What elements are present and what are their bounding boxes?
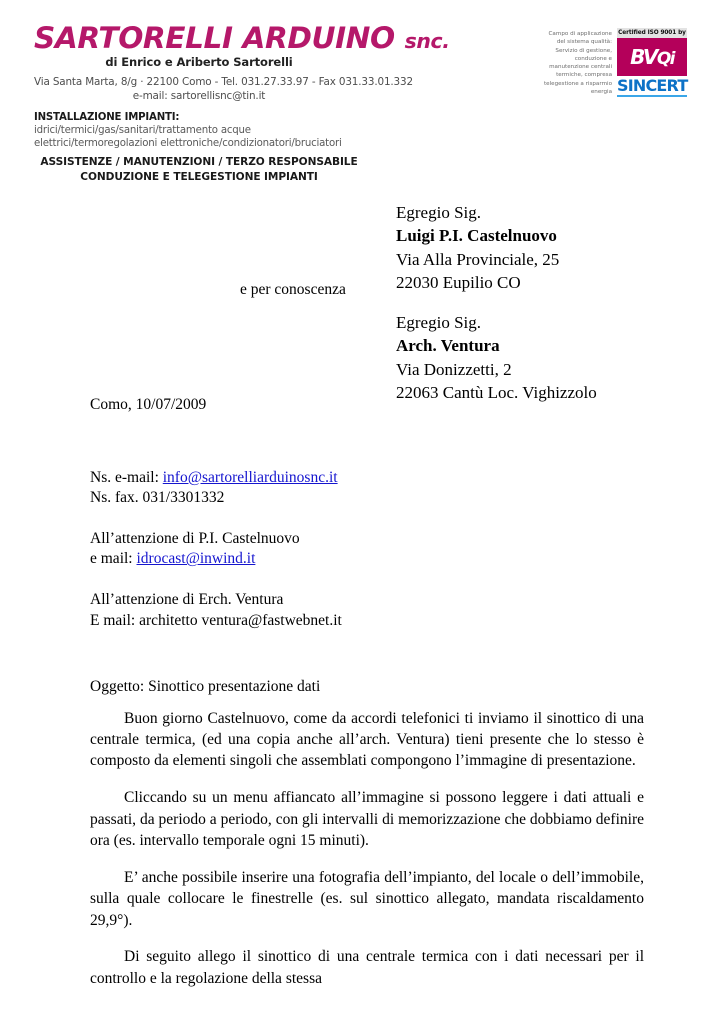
recipient-name: Luigi P.I. Castelnuovo xyxy=(396,226,557,246)
letter-meta-block xyxy=(90,395,643,698)
attention-email-line-1 xyxy=(90,549,643,570)
letterhead xyxy=(34,21,450,184)
company-services xyxy=(34,111,364,151)
spacer xyxy=(90,509,643,529)
body-paragraph: Cliccando su un menu affiancato all’immagine si possono leggere i dati attuali e passati, da periodo a periodo, con gli intervalli di memorizzazione che dobbiamo definire ora (es. intervallo temporale ogni 15 minuti). xyxy=(90,789,644,849)
certification-block xyxy=(540,28,690,97)
services-line-2: elettrici/termoregolazioni elettroniche/condizionatori/bruciatori xyxy=(34,138,342,150)
company-name-text: SARTORELLI ARDUINO xyxy=(34,21,395,55)
company-address: Via Santa Marta, 8/g · 22100 Como - Tel. 031.27.33.97 - Fax 031.33.01.332 xyxy=(34,75,413,88)
recipient-salutation: Egregio Sig. xyxy=(396,313,481,333)
iso-certified-bar: Certified ISO 9001 by xyxy=(618,30,686,36)
recipient-city: 22063 Cantù Loc. Vighizzolo xyxy=(396,382,597,402)
company-email: e-mail: sartorellisnc@tin.it xyxy=(132,89,266,102)
recipient-street: Via Alla Provinciale, 25 xyxy=(396,249,560,269)
spacer xyxy=(90,661,643,677)
certification-scope-text: Campo di applicazione del sistema qualità: Servizio di gestione, conduzione e manutenzione centrali termiche, compresa telegestione a risparmio energia xyxy=(543,31,612,95)
bvqi-mark-tail: Qi xyxy=(656,49,674,69)
body-paragraph: Buon giorno Castelnuovo, come da accordi telefonici ti inviamo il sinottico di una centrale termica, (ed una copia anche all’arch. Ventura) tieni presente che lo stesso è composto da elementi singoli che assemblati compongono l’immagine di presentazione. xyxy=(90,709,644,770)
our-email-link[interactable]: info@sartorelliarduinosnc.it xyxy=(162,468,338,486)
recipient-cc xyxy=(396,311,597,404)
our-fax-line: Ns. fax. 031/3301332 xyxy=(90,489,225,507)
recipient-city: 22030 Eupilio CO xyxy=(396,272,521,292)
letter-body xyxy=(90,692,644,1005)
recipient-address-block xyxy=(396,201,597,404)
recipient-street: Via Donizzetti, 2 xyxy=(396,359,512,379)
sincert-text: SINCERT xyxy=(617,76,688,95)
body-paragraph: E’ anche possibile inserire una fotografia dell’impianto, del locale o dell’immobile, sulla quale collocare le finestrelle (es. sul sinottico allegato, mandata riscaldamento 29,9°). xyxy=(90,868,644,929)
company-activities xyxy=(34,155,364,184)
activities-line-1: ASSISTENZE / MANUTENZIONI / TERZO RESPONSABILE xyxy=(40,155,358,168)
sincert-mark xyxy=(617,76,687,97)
company-subtitle: di Enrico e Ariberto Sartorelli xyxy=(105,54,293,69)
bvqi-mark xyxy=(617,38,687,76)
recipient-primary xyxy=(396,201,597,294)
cc-label: e per conoscenza xyxy=(240,281,346,298)
subject-line: Oggetto: Sinottico presentazione dati xyxy=(90,678,321,696)
attention-email-label-1: e mail: xyxy=(90,550,133,568)
body-paragraph: Di seguito allego il sinottico di una centrale termica con i dati necessari per il controllo e la regolazione della stessa xyxy=(90,948,644,987)
our-email-label: Ns. e-mail: xyxy=(90,468,159,486)
company-name xyxy=(34,21,450,55)
bvqi-logo xyxy=(617,28,687,97)
spacer xyxy=(90,416,643,468)
attention-line-2: All’attenzione di Erch. Ventura xyxy=(90,591,284,609)
attention-email-line-2: E mail: architetto ventura@fastwebnet.it xyxy=(90,611,342,629)
our-email-line xyxy=(90,468,643,489)
services-line-1: idrici/termici/gas/sanitari/trattamento acque xyxy=(34,125,251,137)
sincert-underline xyxy=(617,95,687,97)
attention-email-link-1[interactable]: idrocast@inwind.it xyxy=(136,550,256,568)
services-label: INSTALLAZIONE IMPIANTI: xyxy=(34,111,180,123)
spacer xyxy=(90,631,643,661)
place-and-date: Como, 10/07/2009 xyxy=(90,396,207,413)
activities-line-2: CONDUZIONE E TELEGESTIONE IMPIANTI xyxy=(80,170,318,183)
bvqi-mark-main: BV xyxy=(630,45,657,69)
spacer xyxy=(90,570,643,590)
bvqi-mark-text xyxy=(617,45,687,69)
company-suffix: snc. xyxy=(404,29,450,53)
recipient-name: Arch. Ventura xyxy=(396,336,500,356)
recipient-salutation: Egregio Sig. xyxy=(396,203,481,222)
attention-line-1: All’attenzione di P.I. Castelnuovo xyxy=(90,529,300,547)
